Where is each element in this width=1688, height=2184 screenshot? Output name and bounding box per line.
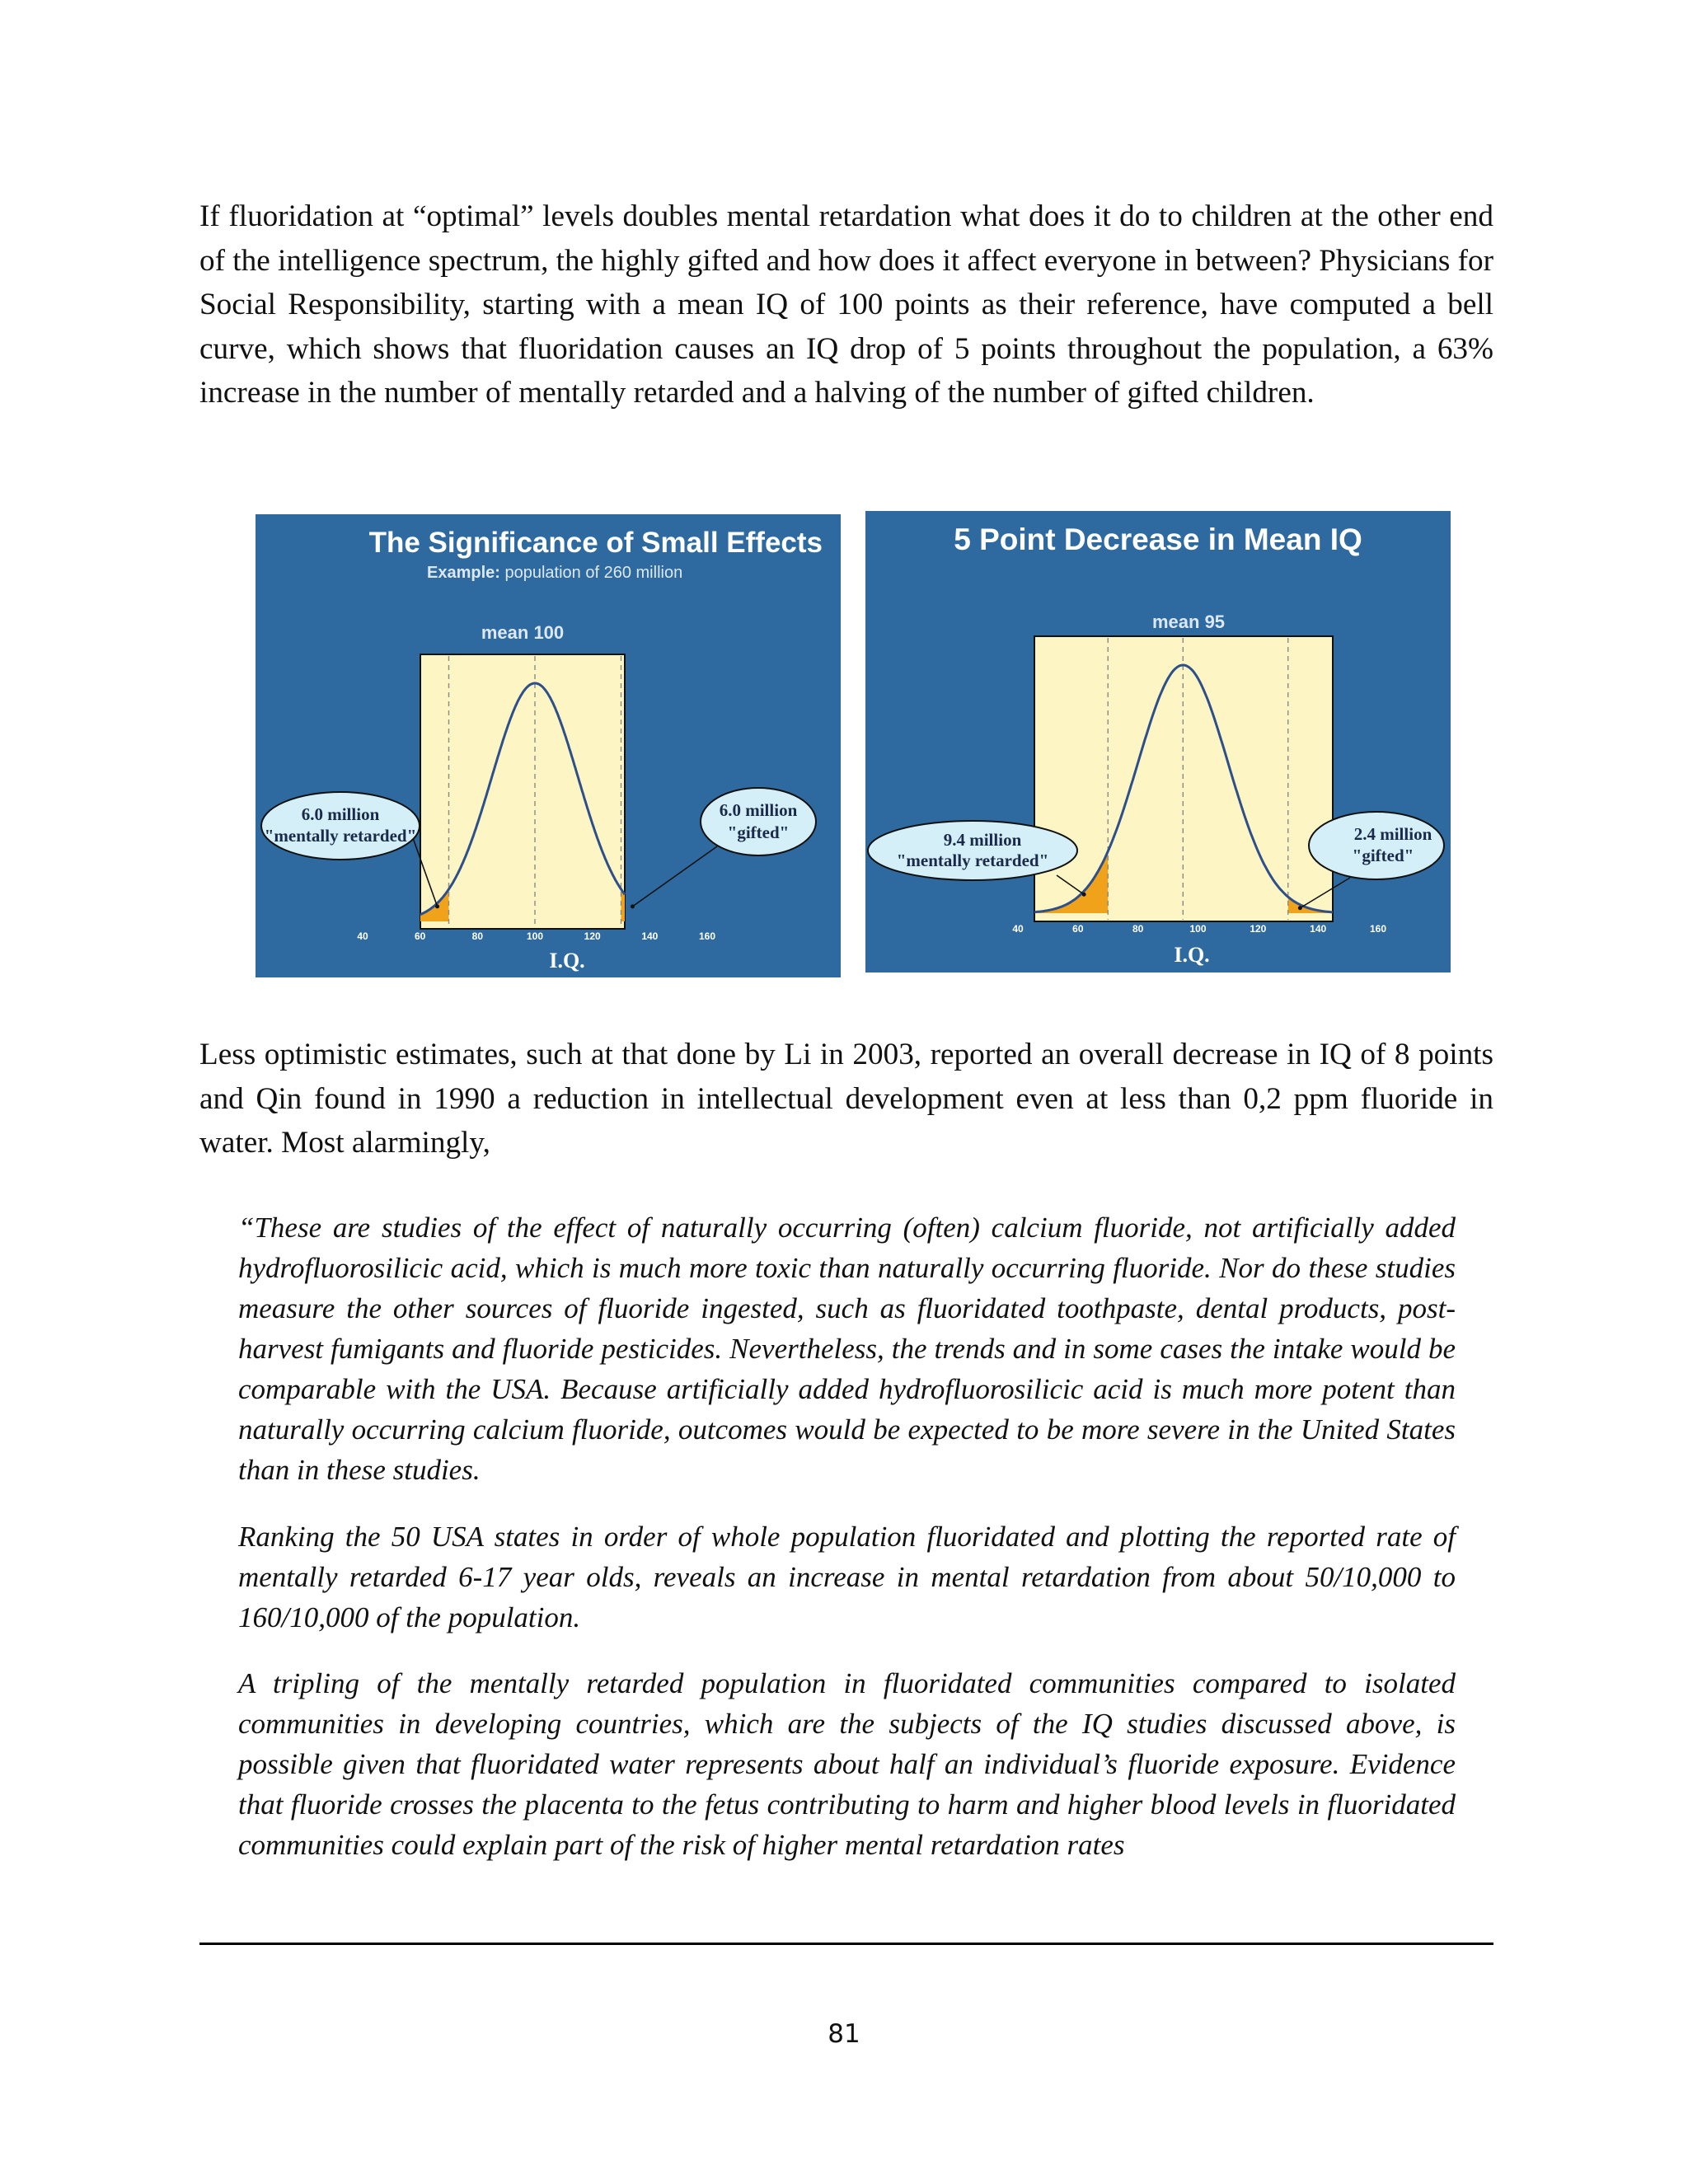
- chart-title: 5 Point Decrease in Mean IQ: [954, 523, 1362, 556]
- callout-low-iq: [261, 792, 420, 860]
- callout-label: "gifted": [727, 823, 790, 842]
- chart-subtitle-text: population of 260 million: [504, 564, 683, 582]
- block-quote-2: Ranking the 50 USA states in order of whole population fluoridated and plotting the reported rate of mentally retarded 6-17 year olds, reveals an increase in mental retardation from about 50/10,000 to 160/10,000 of the population.: [238, 1521, 1456, 1633]
- mean-label: mean 100: [481, 622, 565, 643]
- callout-value: 9.4 million: [943, 830, 1022, 850]
- callout-high-iq: [701, 788, 816, 855]
- x-tick-label: 160: [1369, 923, 1387, 935]
- callout-pointer-tip: [631, 904, 635, 908]
- footer-rule: [199, 1943, 1493, 1945]
- x-tick-label: 140: [641, 930, 659, 942]
- x-tick-label: 80: [471, 930, 484, 942]
- block-quote-3: A tripling of the mentally retarded population in fluoridated communities compared to isolated communities in developing countries, which are the subjects of the IQ studies discussed above, is possible given that fluoridated water represents about half an individual’s fluoride exposure. Evidence that fluoride crosses the placenta to the fetus contributing to harm and higher blood levels in fluoridated communities could explain part of the risk of higher mental retardation rates: [238, 1667, 1456, 1861]
- x-tick-label: 40: [357, 930, 368, 942]
- chart-significance-of-small-effects: [256, 514, 841, 977]
- body-paragraph-2: Less optimistic estimates, such at that done by Li in 2003, reported an overall decrease in IQ of 8 points and Qin found in 1990 a reduction in intellectual development even at less than 0,2 ppm fluoride in water. Most alarmingly,: [199, 1038, 1493, 1160]
- x-tick-label: 60: [414, 930, 426, 942]
- body-paragraph-1: If fluoridation at “optimal” levels doubles mental retardation what does it do to children at the other end of the intelligence spectrum, the highly gifted and how does it affect everyone in between? Physicians for Social Responsibility, starting with a mean IQ of 100 points as their reference, have computed a bell curve, which shows that fluoridation causes an IQ drop of 5 points throughout the population, a 63% increase in the number of mentally retarded and a halving of the number of gifted children.: [199, 199, 1493, 410]
- callout-pointer-tip: [435, 904, 439, 908]
- chart-subtitle: [427, 564, 682, 582]
- x-tick-label: 80: [1132, 923, 1144, 935]
- chart-5-point-decrease-mean-iq: [865, 511, 1451, 972]
- x-tick-label: 100: [1189, 923, 1207, 935]
- callout-label: "gifted": [1352, 846, 1414, 865]
- callout-bubble: [701, 788, 816, 855]
- x-tick-label: 100: [526, 930, 544, 942]
- callout-pointer-tip: [1082, 893, 1086, 897]
- chart-title: The Significance of Small Effects: [368, 527, 823, 559]
- block-quote-1: “These are studies of the effect of naturally occurring (often) calcium fluoride, not artificially added hydrofluorosilicic acid, which is much more toxic than naturally occurring fluoride. Nor do these studies measure the other sources of fluoride ingested, such as fluoridated toothpaste, dental products, post-harvest fumigants and fluoride pesticides. Nevertheless, the trends and in some cases the intake would be comparable with the USA. Because artificially added hydrofluorosilicic acid is much more potent than naturally occurring calcium fluoride, outcomes would be expected to be more severe in the United States than in these studies.: [238, 1212, 1456, 1486]
- chart-subtitle-bold: Example:: [427, 564, 500, 582]
- callout-label: "mentally retarded": [896, 851, 1049, 870]
- x-axis-label: I.Q.: [549, 949, 585, 972]
- page-number: 81: [828, 2019, 860, 2049]
- callout-value: 2.4 million: [1353, 824, 1432, 844]
- x-tick-label: 60: [1072, 923, 1084, 935]
- callout-low-iq: [868, 821, 1077, 880]
- callout-value: 6.0 million: [719, 800, 798, 820]
- x-tick-label: 140: [1310, 923, 1327, 935]
- callout-pointer-tip: [1298, 906, 1302, 910]
- callout-high-iq: [1309, 812, 1444, 879]
- x-axis-label: I.Q.: [1174, 943, 1210, 967]
- mean-label: mean 95: [1151, 612, 1226, 632]
- callout-label: "mentally retarded": [264, 826, 417, 846]
- mean-value: 95: [1204, 612, 1226, 632]
- x-tick-label: 40: [1012, 923, 1024, 935]
- x-tick-label: 160: [698, 930, 716, 942]
- x-tick-label: 120: [584, 930, 601, 942]
- mean-value: 100: [533, 622, 565, 643]
- x-tick-label: 120: [1250, 923, 1267, 935]
- callout-value: 6.0 million: [301, 804, 380, 824]
